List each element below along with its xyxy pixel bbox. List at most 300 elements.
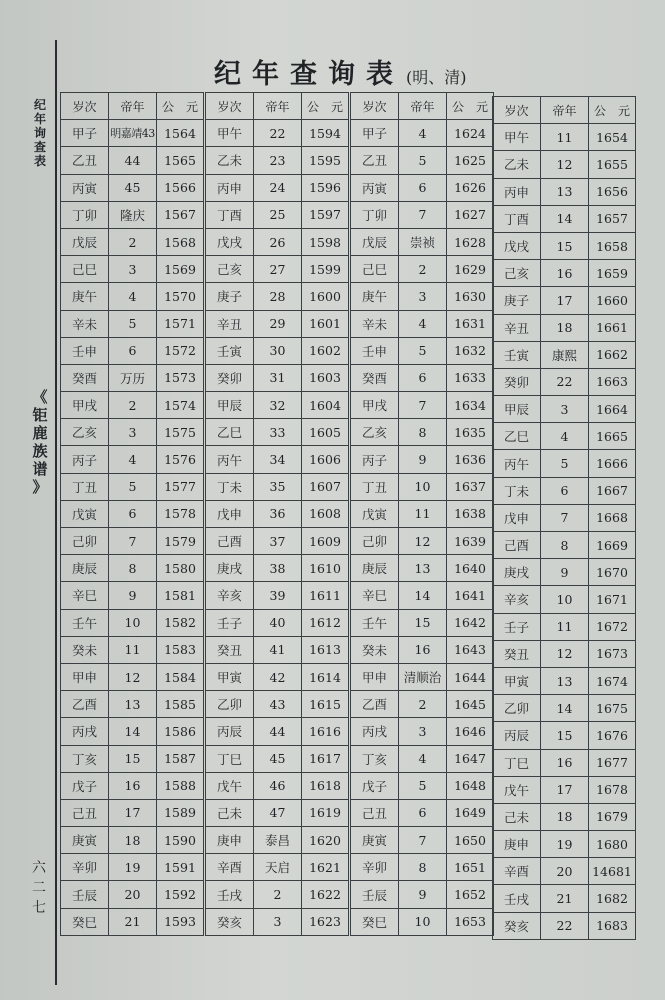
- cycle-year-cell: 癸亥: [206, 908, 254, 935]
- cycle-year-cell: 乙亥: [61, 419, 109, 446]
- table-row: [351, 718, 494, 745]
- table-row: [61, 663, 204, 690]
- cycle-year-cell: 己巳: [61, 256, 109, 283]
- cycle-year-cell: 己卯: [351, 528, 399, 555]
- cycle-year-cell: 乙丑: [61, 147, 109, 174]
- table-row: [351, 881, 494, 908]
- table-row: [206, 392, 349, 419]
- table-row: [351, 283, 494, 310]
- reign-year-cell: 9: [399, 881, 447, 908]
- gregorian-year-cell: 1609: [302, 528, 349, 555]
- gregorian-year-cell: 1627: [447, 201, 494, 228]
- reign-year-cell: 31: [254, 364, 302, 391]
- reign-year-cell: 3: [254, 908, 302, 935]
- column-header: 岁次: [493, 97, 541, 124]
- table-row: [493, 912, 636, 939]
- year-table-2: [205, 92, 349, 936]
- gregorian-year-cell: 1567: [157, 201, 204, 228]
- cycle-year-cell: 辛未: [61, 310, 109, 337]
- cycle-year-cell: 丁亥: [61, 745, 109, 772]
- gregorian-year-cell: 1628: [447, 228, 494, 255]
- reign-year-cell: 5: [399, 337, 447, 364]
- gregorian-year-cell: 1624: [447, 120, 494, 147]
- table-row: [206, 609, 349, 636]
- reign-year-cell: 29: [254, 310, 302, 337]
- cycle-year-cell: 甲辰: [206, 392, 254, 419]
- gregorian-year-cell: 1641: [447, 582, 494, 609]
- column-header: 帝年: [541, 97, 589, 124]
- table-row: [351, 147, 494, 174]
- table-row: [351, 772, 494, 799]
- table-row: [206, 310, 349, 337]
- gregorian-year-cell: 1662: [589, 341, 636, 368]
- table-row: [206, 827, 349, 854]
- gregorian-year-cell: 1678: [589, 776, 636, 803]
- reign-year-cell: 2: [399, 256, 447, 283]
- cycle-year-cell: 乙酉: [61, 691, 109, 718]
- table-row: [61, 582, 204, 609]
- table-row: [351, 908, 494, 935]
- table-row: [206, 419, 349, 446]
- table-row: [351, 419, 494, 446]
- gregorian-year-cell: 1646: [447, 718, 494, 745]
- table-row: [493, 858, 636, 885]
- cycle-year-cell: 丙申: [206, 174, 254, 201]
- gregorian-year-cell: 1608: [302, 500, 349, 527]
- gregorian-year-cell: 1675: [589, 695, 636, 722]
- gregorian-year-cell: 1587: [157, 745, 204, 772]
- cycle-year-cell: 戊辰: [351, 228, 399, 255]
- table-header-row: [493, 97, 636, 124]
- gregorian-year-cell: 1605: [302, 419, 349, 446]
- column-header: 公 元: [302, 93, 349, 120]
- gregorian-year-cell: 1630: [447, 283, 494, 310]
- cycle-year-cell: 己酉: [493, 532, 541, 559]
- cycle-year-cell: 甲午: [206, 120, 254, 147]
- reign-year-cell: 3: [109, 419, 157, 446]
- table-row: [61, 446, 204, 473]
- cycle-year-cell: 丙申: [493, 178, 541, 205]
- reign-year-cell: 康熙: [541, 341, 589, 368]
- gregorian-year-cell: 1676: [589, 722, 636, 749]
- gregorian-year-cell: 1635: [447, 419, 494, 446]
- reign-year-cell: 21: [541, 885, 589, 912]
- cycle-year-cell: 壬子: [493, 613, 541, 640]
- table-row: [351, 636, 494, 663]
- cycle-year-cell: 丙寅: [61, 174, 109, 201]
- gregorian-year-cell: 1674: [589, 667, 636, 694]
- gregorian-year-cell: 1683: [589, 912, 636, 939]
- gregorian-year-cell: 1620: [302, 827, 349, 854]
- gregorian-year-cell: 1636: [447, 446, 494, 473]
- reign-year-cell: 47: [254, 799, 302, 826]
- column-header: 帝年: [109, 93, 157, 120]
- reign-year-cell: 14: [399, 582, 447, 609]
- table-row: [61, 473, 204, 500]
- gregorian-year-cell: 1589: [157, 799, 204, 826]
- gregorian-year-cell: 1610: [302, 555, 349, 582]
- reign-year-cell: 20: [109, 881, 157, 908]
- cycle-year-cell: 丙辰: [206, 718, 254, 745]
- reign-year-cell: 17: [541, 776, 589, 803]
- gregorian-year-cell: 1647: [447, 745, 494, 772]
- cycle-year-cell: 丙戌: [351, 718, 399, 745]
- table-row: [351, 364, 494, 391]
- gregorian-year-cell: 1580: [157, 555, 204, 582]
- table-row: [493, 559, 636, 586]
- gregorian-year-cell: 1584: [157, 663, 204, 690]
- reign-year-cell: 明嘉靖43: [109, 120, 157, 147]
- cycle-year-cell: 癸卯: [493, 368, 541, 395]
- cycle-year-cell: 壬子: [206, 609, 254, 636]
- table-row: [493, 749, 636, 776]
- cycle-year-cell: 癸亥: [493, 912, 541, 939]
- page-title: 纪年查询表: [214, 59, 404, 90]
- cycle-year-cell: 庚戌: [206, 555, 254, 582]
- cycle-year-cell: 癸巳: [351, 908, 399, 935]
- cycle-year-cell: 乙酉: [351, 691, 399, 718]
- table-row: [493, 586, 636, 613]
- reign-year-cell: 46: [254, 772, 302, 799]
- reign-year-cell: 9: [541, 559, 589, 586]
- table-row: [206, 908, 349, 935]
- table-row: [351, 528, 494, 555]
- cycle-year-cell: 辛巳: [61, 582, 109, 609]
- reign-year-cell: 30: [254, 337, 302, 364]
- cycle-year-cell: 癸酉: [351, 364, 399, 391]
- reign-year-cell: 8: [541, 532, 589, 559]
- gregorian-year-cell: 1573: [157, 364, 204, 391]
- reign-year-cell: 15: [541, 722, 589, 749]
- gregorian-year-cell: 1594: [302, 120, 349, 147]
- reign-year-cell: 43: [254, 691, 302, 718]
- reign-year-cell: 8: [399, 419, 447, 446]
- table-row: [61, 609, 204, 636]
- cycle-year-cell: 庚戌: [493, 559, 541, 586]
- cycle-year-cell: 丙寅: [351, 174, 399, 201]
- reign-year-cell: 34: [254, 446, 302, 473]
- table-row: [351, 337, 494, 364]
- gregorian-year-cell: 1661: [589, 314, 636, 341]
- cycle-year-cell: 甲辰: [493, 396, 541, 423]
- cycle-year-cell: 甲子: [61, 120, 109, 147]
- gregorian-year-cell: 1578: [157, 500, 204, 527]
- gregorian-year-cell: 1637: [447, 473, 494, 500]
- reign-year-cell: 17: [541, 287, 589, 314]
- table-row: [493, 831, 636, 858]
- cycle-year-cell: 辛丑: [206, 310, 254, 337]
- cycle-year-cell: 壬午: [351, 609, 399, 636]
- reign-year-cell: 5: [109, 310, 157, 337]
- reign-year-cell: 33: [254, 419, 302, 446]
- year-table-3: [350, 92, 494, 936]
- cycle-year-cell: 丁巳: [206, 745, 254, 772]
- gregorian-year-cell: 1664: [589, 396, 636, 423]
- reign-year-cell: 35: [254, 473, 302, 500]
- reign-year-cell: 18: [109, 827, 157, 854]
- gregorian-year-cell: 1596: [302, 174, 349, 201]
- cycle-year-cell: 庚申: [493, 831, 541, 858]
- table-row: [61, 310, 204, 337]
- reign-year-cell: 万历: [109, 364, 157, 391]
- table-header-row: [206, 93, 349, 120]
- reign-year-cell: 3: [399, 718, 447, 745]
- table-row: [351, 310, 494, 337]
- reign-year-cell: 19: [109, 854, 157, 881]
- reign-year-cell: 2: [109, 228, 157, 255]
- column-header: 岁次: [206, 93, 254, 120]
- gregorian-year-cell: 1565: [157, 147, 204, 174]
- reign-year-cell: 15: [109, 745, 157, 772]
- column-header: 帝年: [399, 93, 447, 120]
- page-title-block: [214, 52, 467, 91]
- reign-year-cell: 45: [254, 745, 302, 772]
- reign-year-cell: 19: [541, 831, 589, 858]
- reign-year-cell: 12: [541, 640, 589, 667]
- year-table-1: [60, 92, 204, 936]
- cycle-year-cell: 乙未: [206, 147, 254, 174]
- reign-year-cell: 41: [254, 636, 302, 663]
- gregorian-year-cell: 1655: [589, 151, 636, 178]
- table-row: [493, 640, 636, 667]
- reign-year-cell: 天启: [254, 854, 302, 881]
- reign-year-cell: 6: [399, 364, 447, 391]
- table-header-row: [61, 93, 204, 120]
- gregorian-year-cell: 1600: [302, 283, 349, 310]
- cycle-year-cell: 戊申: [493, 504, 541, 531]
- table-row: [206, 147, 349, 174]
- reign-year-cell: 32: [254, 392, 302, 419]
- table-row: [206, 256, 349, 283]
- reign-year-cell: 5: [399, 772, 447, 799]
- gregorian-year-cell: 1638: [447, 500, 494, 527]
- cycle-year-cell: 己丑: [351, 799, 399, 826]
- table-row: [206, 500, 349, 527]
- gregorian-year-cell: 1668: [589, 504, 636, 531]
- cycle-year-cell: 癸酉: [61, 364, 109, 391]
- table-row: [351, 120, 494, 147]
- reign-year-cell: 17: [109, 799, 157, 826]
- reign-year-cell: 12: [399, 528, 447, 555]
- table-row: [61, 256, 204, 283]
- cycle-year-cell: 乙亥: [351, 419, 399, 446]
- table-row: [493, 423, 636, 450]
- gregorian-year-cell: 1631: [447, 310, 494, 337]
- table-row: [206, 120, 349, 147]
- gregorian-year-cell: 1576: [157, 446, 204, 473]
- reign-year-cell: 6: [399, 799, 447, 826]
- gregorian-year-cell: 1659: [589, 260, 636, 287]
- side-label: 纪 年 询 查 表: [33, 98, 46, 168]
- reign-year-cell: 16: [541, 749, 589, 776]
- gregorian-year-cell: 1642: [447, 609, 494, 636]
- reign-year-cell: 28: [254, 283, 302, 310]
- cycle-year-cell: 甲戌: [61, 392, 109, 419]
- gregorian-year-cell: 1658: [589, 232, 636, 259]
- cycle-year-cell: 甲戌: [351, 392, 399, 419]
- cycle-year-cell: 辛酉: [206, 854, 254, 881]
- reign-year-cell: 5: [109, 473, 157, 500]
- table-row: [351, 392, 494, 419]
- reign-year-cell: 45: [109, 174, 157, 201]
- gregorian-year-cell: 1570: [157, 283, 204, 310]
- reign-year-cell: 4: [399, 745, 447, 772]
- table-row: [206, 636, 349, 663]
- reign-year-cell: 13: [399, 555, 447, 582]
- cycle-year-cell: 丁未: [206, 473, 254, 500]
- gregorian-year-cell: 1618: [302, 772, 349, 799]
- column-header: 岁次: [61, 93, 109, 120]
- gregorian-year-cell: 14681: [589, 858, 636, 885]
- reign-year-cell: 8: [109, 555, 157, 582]
- reign-year-cell: 36: [254, 500, 302, 527]
- table-row: [206, 283, 349, 310]
- reign-year-cell: 9: [399, 446, 447, 473]
- gregorian-year-cell: 1593: [157, 908, 204, 935]
- reign-year-cell: 22: [254, 120, 302, 147]
- gregorian-year-cell: 1598: [302, 228, 349, 255]
- cycle-year-cell: 乙巳: [493, 423, 541, 450]
- table-row: [206, 364, 349, 391]
- table-row: [493, 532, 636, 559]
- cycle-year-cell: 戊辰: [61, 228, 109, 255]
- table-row: [61, 799, 204, 826]
- table-row: [206, 528, 349, 555]
- cycle-year-cell: 癸巳: [61, 908, 109, 935]
- cycle-year-cell: 癸未: [61, 636, 109, 663]
- table-row: [206, 663, 349, 690]
- gregorian-year-cell: 1586: [157, 718, 204, 745]
- cycle-year-cell: 己未: [206, 799, 254, 826]
- cycle-year-cell: 壬申: [61, 337, 109, 364]
- table-row: [493, 287, 636, 314]
- gregorian-year-cell: 1579: [157, 528, 204, 555]
- gregorian-year-cell: 1682: [589, 885, 636, 912]
- cycle-year-cell: 庚子: [206, 283, 254, 310]
- cycle-year-cell: 庚辰: [351, 555, 399, 582]
- gregorian-year-cell: 1583: [157, 636, 204, 663]
- cycle-year-cell: 壬辰: [61, 881, 109, 908]
- reign-year-cell: 隆庆: [109, 201, 157, 228]
- cycle-year-cell: 乙卯: [493, 695, 541, 722]
- reign-year-cell: 4: [109, 446, 157, 473]
- gregorian-year-cell: 1639: [447, 528, 494, 555]
- reign-year-cell: 10: [399, 473, 447, 500]
- gregorian-year-cell: 1602: [302, 337, 349, 364]
- reign-year-cell: 11: [109, 636, 157, 663]
- cycle-year-cell: 丁巳: [493, 749, 541, 776]
- reign-year-cell: 22: [541, 368, 589, 395]
- reign-year-cell: 3: [541, 396, 589, 423]
- gregorian-year-cell: 1663: [589, 368, 636, 395]
- reign-year-cell: 14: [109, 718, 157, 745]
- reign-year-cell: 3: [109, 256, 157, 283]
- table-row: [206, 473, 349, 500]
- gregorian-year-cell: 1671: [589, 586, 636, 613]
- gregorian-year-cell: 1603: [302, 364, 349, 391]
- cycle-year-cell: 庚子: [493, 287, 541, 314]
- cycle-year-cell: 己丑: [61, 799, 109, 826]
- table-row: [206, 582, 349, 609]
- gregorian-year-cell: 1633: [447, 364, 494, 391]
- cycle-year-cell: 庚寅: [61, 827, 109, 854]
- cycle-year-cell: 辛亥: [493, 586, 541, 613]
- table-row: [61, 636, 204, 663]
- cycle-year-cell: 癸未: [351, 636, 399, 663]
- gregorian-year-cell: 1613: [302, 636, 349, 663]
- cycle-year-cell: 丙子: [61, 446, 109, 473]
- gregorian-year-cell: 1571: [157, 310, 204, 337]
- gregorian-year-cell: 1582: [157, 609, 204, 636]
- table-row: [351, 500, 494, 527]
- reign-year-cell: 9: [109, 582, 157, 609]
- cycle-year-cell: 辛卯: [61, 854, 109, 881]
- reign-year-cell: 2: [109, 392, 157, 419]
- table-row: [493, 124, 636, 151]
- cycle-year-cell: 甲子: [351, 120, 399, 147]
- table-row: [493, 260, 636, 287]
- reign-year-cell: 2: [254, 881, 302, 908]
- table-row: [351, 555, 494, 582]
- gregorian-year-cell: 1653: [447, 908, 494, 935]
- cycle-year-cell: 丁酉: [493, 205, 541, 232]
- gregorian-year-cell: 1616: [302, 718, 349, 745]
- table-row: [351, 201, 494, 228]
- table-row: [61, 854, 204, 881]
- table-row: [61, 120, 204, 147]
- reign-year-cell: 6: [399, 174, 447, 201]
- reign-year-cell: 6: [109, 500, 157, 527]
- reign-year-cell: 4: [109, 283, 157, 310]
- table-row: [61, 881, 204, 908]
- table-row: [493, 314, 636, 341]
- table-row: [493, 341, 636, 368]
- reign-year-cell: 泰昌: [254, 827, 302, 854]
- cycle-year-cell: 壬午: [61, 609, 109, 636]
- gregorian-year-cell: 1597: [302, 201, 349, 228]
- gregorian-year-cell: 1649: [447, 799, 494, 826]
- gregorian-year-cell: 1679: [589, 803, 636, 830]
- gregorian-year-cell: 1599: [302, 256, 349, 283]
- cycle-year-cell: 辛亥: [206, 582, 254, 609]
- table-row: [493, 613, 636, 640]
- table-row: [351, 609, 494, 636]
- reign-year-cell: 7: [109, 528, 157, 555]
- table-row: [493, 368, 636, 395]
- cycle-year-cell: 壬戌: [493, 885, 541, 912]
- cycle-year-cell: 己亥: [206, 256, 254, 283]
- reign-year-cell: 清顺治: [399, 663, 447, 690]
- cycle-year-cell: 戊申: [206, 500, 254, 527]
- table-row: [206, 228, 349, 255]
- table-row: [493, 477, 636, 504]
- cycle-year-cell: 丁酉: [206, 201, 254, 228]
- gregorian-year-cell: 1566: [157, 174, 204, 201]
- gregorian-year-cell: 1660: [589, 287, 636, 314]
- reign-year-cell: 10: [109, 609, 157, 636]
- gregorian-year-cell: 1577: [157, 473, 204, 500]
- book-title: 《 钜 鹿 族 谱 》: [32, 388, 48, 496]
- reign-year-cell: 10: [399, 908, 447, 935]
- cycle-year-cell: 乙丑: [351, 147, 399, 174]
- reign-year-cell: 4: [541, 423, 589, 450]
- reign-year-cell: 2: [399, 691, 447, 718]
- reign-year-cell: 44: [254, 718, 302, 745]
- gregorian-year-cell: 1572: [157, 337, 204, 364]
- table-row: [206, 337, 349, 364]
- cycle-year-cell: 庚午: [61, 283, 109, 310]
- gregorian-year-cell: 1654: [589, 124, 636, 151]
